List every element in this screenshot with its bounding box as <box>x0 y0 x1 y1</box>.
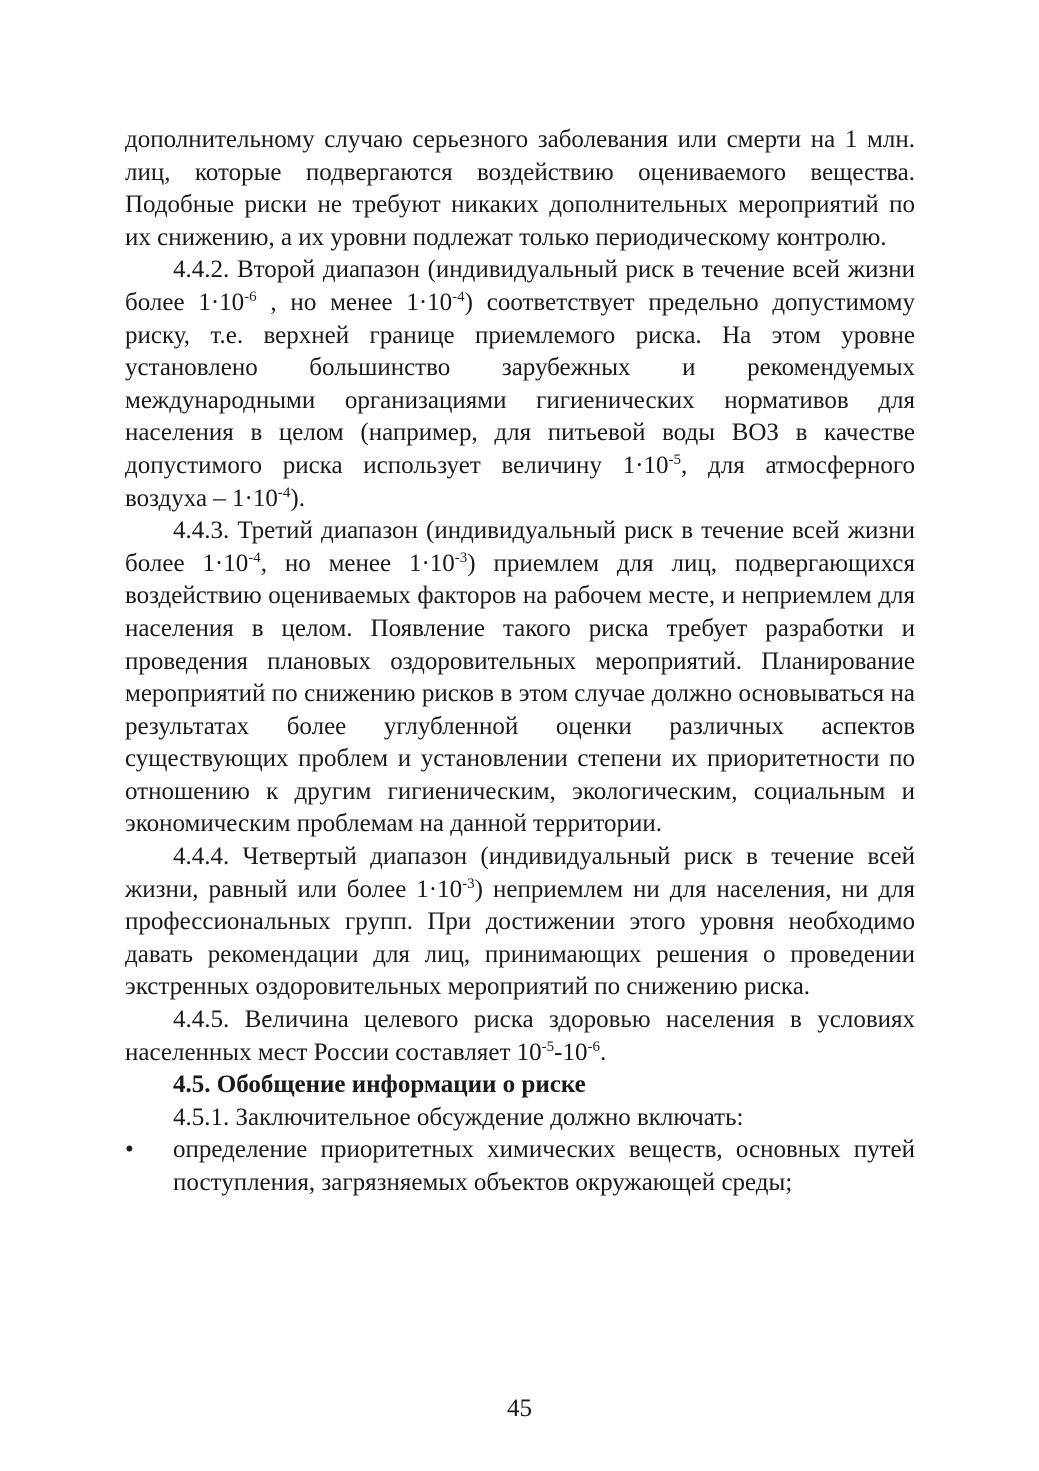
document-page <box>125 124 915 1200</box>
paragraph-4-4-5 <box>125 1004 915 1069</box>
paragraph-4-4-2 <box>125 254 915 515</box>
text-run: , но менее 1·10 <box>256 288 453 316</box>
text-run: , для атмосферного воздуха – 1·10 <box>125 451 916 512</box>
exponent: -5 <box>541 1038 555 1055</box>
text-run: ) соответствует предельно допустимому риску, т.е. верхней границе приемлемого риска. На этом уровне установлено большинство зарубежных и рекомендуемых международными организациями гигиенических нормативов для населения в целом (например, для питьевой воды ВОЗ в качестве допустимого риска использует величину 1·10 <box>125 288 915 479</box>
text-run: ) приемлем для лиц, подвергающихся воздействию оцениваемых факторов на рабочем месте, и неприемлем для населения в целом. Появление такого риска требует разработки и проведения плановых оздоровительных мероприятий. Планирование мероприятий по снижению рисков в этом случае должно основываться на результатах более углубленной оценки различных аспектов существующих проблем и установлении степени их приоритетности по отношению к другим гигиеническим, экологическим, социальным и экономическим проблемам на данной территории. <box>125 549 915 838</box>
text-run: , но менее 1·10 <box>260 549 455 577</box>
text-run: 4.4.2. Второй диапазон (индивидуальный риск в течение всей жизни более 1·10 <box>125 256 915 316</box>
text-run: ). <box>290 484 305 512</box>
bullet-icon: • <box>125 1136 134 1164</box>
exponent: -4 <box>452 288 465 305</box>
text-run: -10 <box>554 1038 588 1066</box>
text-run: 4.4.5. Величина целевого риска здоровью населения в условиях населенных мест России составляет 10 <box>125 1006 915 1066</box>
exponent: -3 <box>454 549 468 566</box>
section-heading: 4.5. Обобщение информации о риске <box>173 1071 586 1099</box>
text-run: 4.4.4. Четвертый диапазон (индивидуальный риск в течение всей жизни, равный или более 1·10 <box>125 843 915 903</box>
exponent: -6 <box>244 288 257 305</box>
paragraph-4-5-1: 4.5.1. Заключительное обсуждение должно включать: <box>173 1103 744 1131</box>
text-run: 4.4.3. Третий диапазон (индивидуальный риск в течение всей жизни более 1·10 <box>125 517 915 577</box>
page-number: 45 <box>507 1395 532 1422</box>
exponent: -6 <box>587 1038 600 1055</box>
exponent: -3 <box>462 875 475 892</box>
paragraph-continuation: дополнительному случаю серьезного заболевания или смерти на 1 млн. лиц, которые подвергаются воздействию оцениваемого вещества. Подобные риски не требуют никаких дополнительных мероприятий по их снижению, а их уровни подлежат только периодическому контролю. <box>125 126 915 251</box>
text-run: . <box>599 1038 607 1066</box>
paragraph-4-4-3 <box>125 515 915 841</box>
paragraph-4-4-4 <box>125 841 915 1004</box>
text-run: ) неприемлем ни для населения, ни для профессиональных групп. При достижении этого уровня необходимо давать рекомендации для лиц, принимающих решения о проведении экстренных оздоровительных мероприятий по снижению риска. <box>125 875 916 1001</box>
exponent: -5 <box>668 451 682 468</box>
exponent: -4 <box>248 549 261 566</box>
list-item-text: определение приоритетных химических веществ, основных путей поступления, загрязняемых объектов окружающей среды; <box>173 1136 915 1196</box>
exponent: -4 <box>277 484 291 501</box>
list-item <box>125 1134 915 1199</box>
